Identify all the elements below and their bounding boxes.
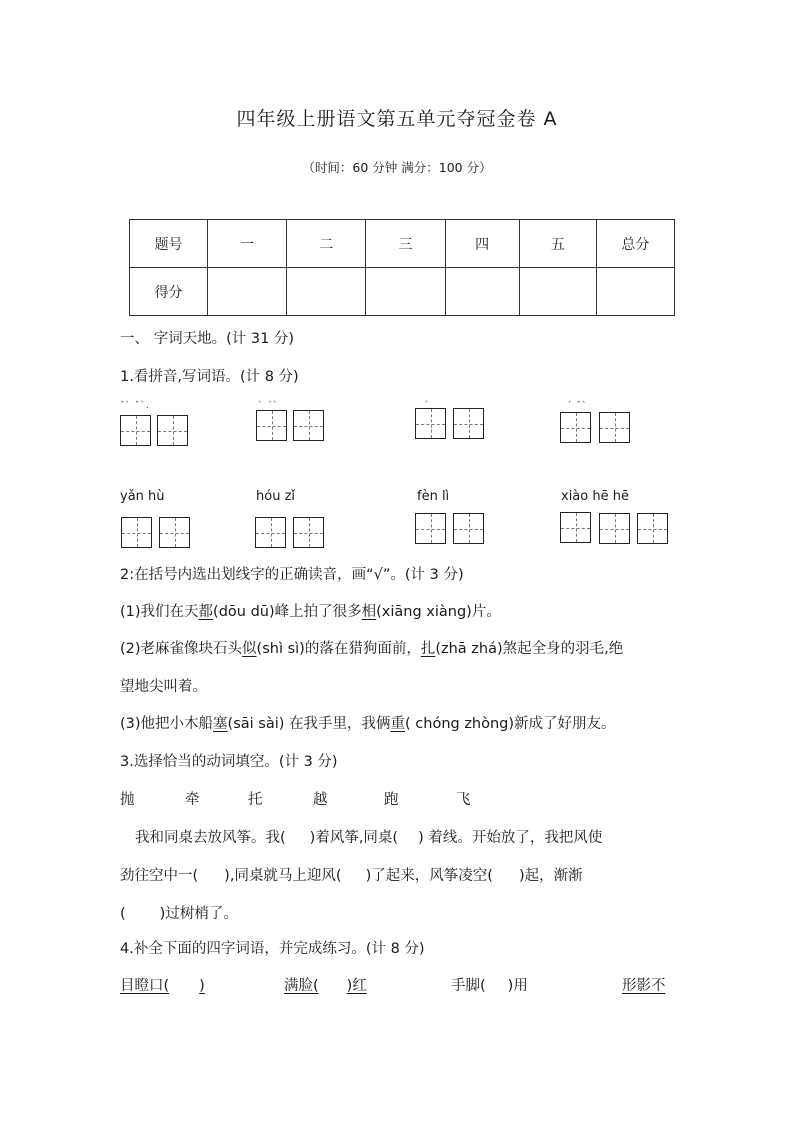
header-cell: 总分 (596, 220, 674, 268)
text-segment: )着风筝,同桌( (309, 830, 399, 846)
question-2-item-2 (120, 637, 623, 658)
verb-option: 托 (248, 792, 263, 808)
text-segment: )过树梢了。 (159, 906, 238, 922)
verb-option: 抛 (120, 792, 135, 808)
exam-time-info: （时间：60 分钟 满分：100 分） (302, 160, 492, 175)
text-segment: 劲往空中一( (120, 868, 199, 884)
writing-grid-box[interactable] (599, 513, 630, 544)
verb-option: 飞 (456, 792, 471, 808)
underlined-char: 塞 (213, 716, 228, 732)
text-segment: (2)老麻雀像块石头 (120, 641, 243, 657)
underlined-char: 相 (361, 604, 377, 620)
writing-grid-box[interactable] (159, 517, 190, 548)
text-segment: (zhā zhá)煞起全身的羽毛,绝 (435, 641, 624, 657)
writing-grid-box[interactable] (560, 412, 591, 443)
writing-grid-box[interactable] (255, 517, 286, 548)
writing-grid-box[interactable] (453, 408, 484, 439)
writing-grid-box[interactable] (599, 412, 630, 443)
score-cell[interactable] (596, 268, 674, 316)
text-segment: )用 (507, 978, 528, 994)
header-cell: 四 (445, 220, 519, 268)
cropped-pinyin-marks: ˊ ˇˋ (567, 401, 588, 411)
question-1-heading: 1.看拼音,写词语。(计 8 分) (120, 369, 299, 385)
underlined-char: 都 (198, 604, 214, 620)
text-segment: ( chóng zhòng)新成了好朋友。 (405, 716, 616, 732)
text-segment: 目瞪口( (120, 978, 170, 994)
text-segment: (sāi sài) 在我手里，我俩 (227, 716, 391, 732)
pinyin-label: hóu zǐ (256, 489, 295, 504)
score-cell[interactable] (366, 268, 445, 316)
question-2-item-2-continued: 望地尖叫着。 (120, 679, 207, 695)
score-cell[interactable] (445, 268, 519, 316)
idiom-fill-4 (614, 974, 666, 995)
text-segment: (shì sì)的落在猎狗面前， (256, 641, 421, 657)
cropped-pinyin-marks: ˊ (424, 401, 430, 411)
score-cell[interactable] (287, 268, 366, 316)
header-cell: 三 (366, 220, 445, 268)
cropped-pinyin-marks: ˇˋ ˇˋ. (120, 401, 150, 411)
score-label-cell: 得分 (130, 268, 208, 316)
idiom-fill-1 (120, 974, 205, 995)
text-segment: )了起来，风筝凌空( (365, 868, 493, 884)
score-table (129, 219, 675, 316)
pinyin-label: yǎn hù (120, 489, 165, 504)
fill-in-paragraph-line (135, 826, 602, 847)
header-cell: 一 (208, 220, 287, 268)
score-cell[interactable] (208, 268, 287, 316)
text-segment: (xiāng xiàng)片。 (376, 604, 501, 620)
question-2-item-3 (120, 712, 616, 733)
underlined-char: 重 (390, 716, 406, 732)
header-cell: 二 (287, 220, 366, 268)
writing-grid-box[interactable] (415, 513, 446, 544)
underlined-char: 扎 (420, 641, 436, 657)
verb-option: 越 (313, 792, 328, 808)
writing-grid-box[interactable] (157, 415, 188, 446)
text-segment: ) (199, 978, 205, 994)
text-segment: 形影不 (622, 978, 666, 994)
header-cell: 五 (519, 220, 596, 268)
writing-grid-box[interactable] (293, 517, 324, 548)
score-cell[interactable] (519, 268, 596, 316)
table-row (130, 220, 675, 268)
header-cell: 题号 (130, 220, 208, 268)
text-segment: ),同桌就马上迎风( (224, 868, 342, 884)
writing-grid-box[interactable] (121, 517, 152, 548)
writing-grid-box[interactable] (415, 408, 446, 439)
page-title: 四年级上册语文第五单元夺冠金卷 A (236, 108, 558, 130)
writing-grid-box[interactable] (256, 410, 287, 441)
underlined-char: 似 (242, 641, 257, 657)
idiom-fill-2 (284, 974, 367, 995)
text-segment: )红 (346, 978, 367, 994)
fill-in-paragraph-line (120, 864, 583, 885)
text-segment: )起，渐渐 (518, 868, 583, 884)
verb-option: 跑 (384, 792, 399, 808)
question-4-heading: 4.补全下面的四字词语，并完成练习。(计 8 分) (120, 941, 425, 957)
text-segment: 手脚( (451, 978, 486, 994)
question-2-heading: 2:在括号内选出划线字的正确读音，画“√”。(计 3 分) (120, 567, 464, 583)
pinyin-label: fèn lì (417, 489, 450, 504)
writing-grid-box[interactable] (293, 410, 324, 441)
writing-grid-box[interactable] (453, 513, 484, 544)
text-segment: ) 着线。开始放了，我把风使 (418, 830, 603, 846)
text-segment: (1)我们在天 (120, 604, 199, 620)
writing-grid-box[interactable] (637, 513, 668, 544)
section-heading: 一、 字词天地。(计 31 分) (120, 331, 295, 347)
fill-in-paragraph-line (120, 902, 238, 923)
writing-grid-box[interactable] (120, 415, 151, 446)
question-2-item-1 (120, 600, 501, 621)
text-segment: 我和同桌去放风筝。我( (135, 830, 286, 846)
text-segment: 满脸( (284, 978, 319, 994)
text-segment: (dōu dū)峰上拍了很多 (213, 604, 362, 620)
table-row (130, 268, 675, 316)
cropped-pinyin-marks: ˋ ˊˋ (258, 401, 279, 411)
text-segment: ( (120, 906, 126, 922)
verb-option: 牵 (185, 792, 200, 808)
writing-grid-box[interactable] (560, 512, 591, 543)
idiom-fill-3 (451, 974, 528, 995)
text-segment: (3)他把小木船 (120, 716, 214, 732)
pinyin-label: xiào hē hē (561, 489, 629, 504)
question-3-heading: 3.选择恰当的动词填空。(计 3 分) (120, 754, 338, 770)
